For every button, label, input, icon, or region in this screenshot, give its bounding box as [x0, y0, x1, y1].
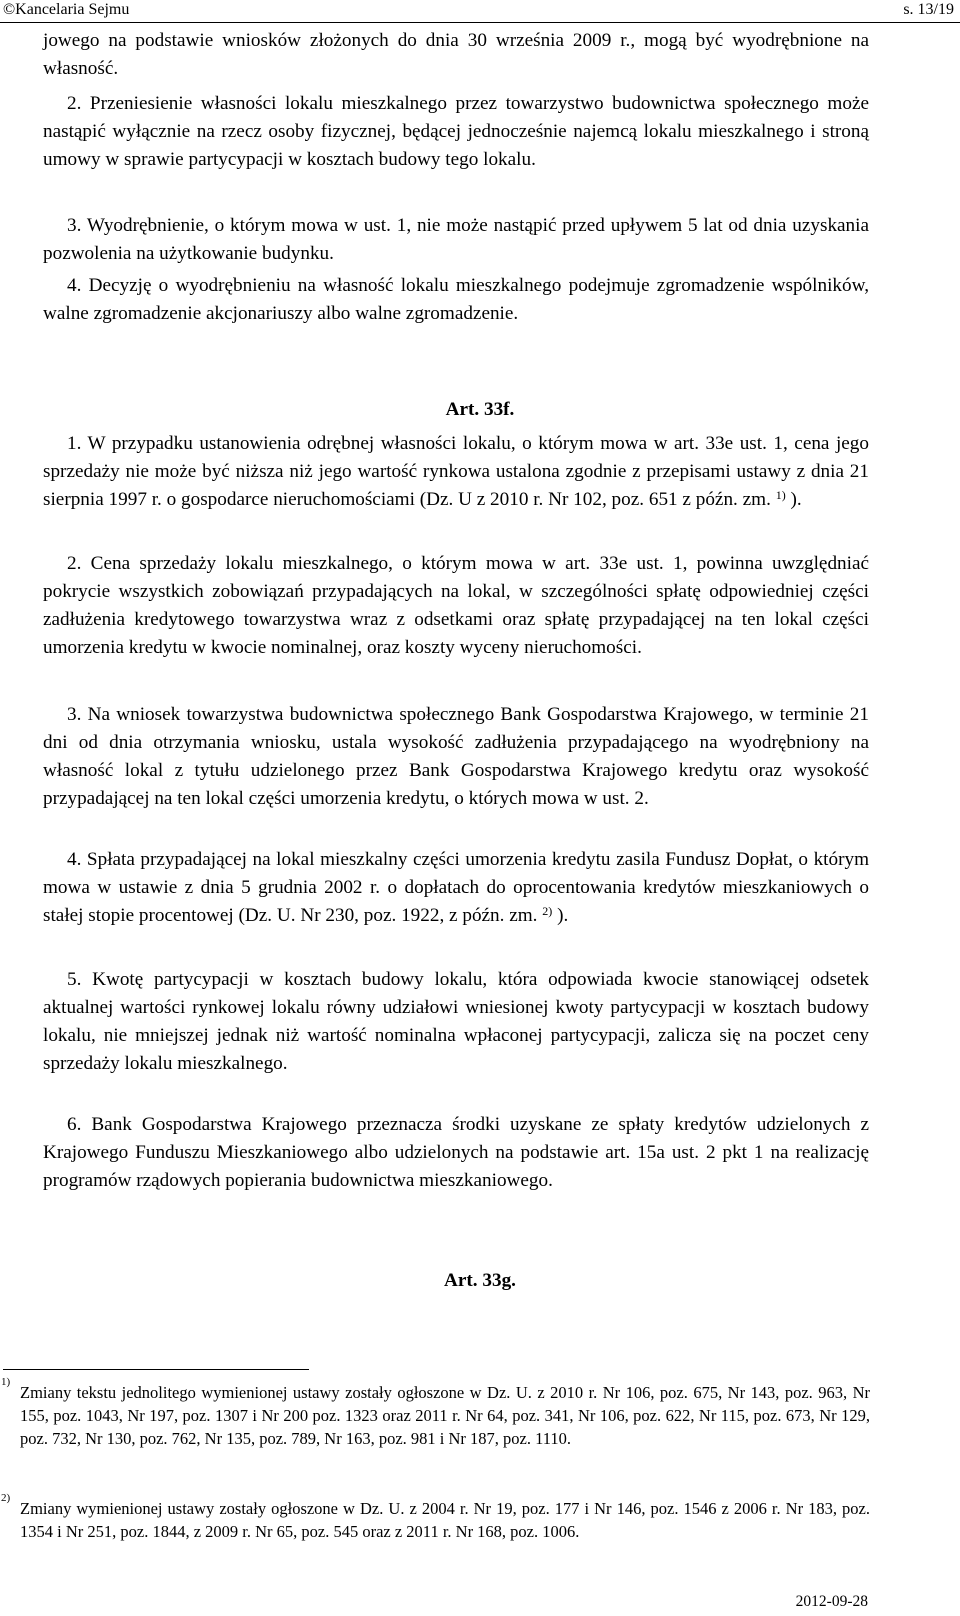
paragraph-text: 5. Kwotę partycypacji w kosztach budowy lokalu, która odpowiada kwocie stanowiącej odsetek aktualnej wartości rynkowej lokalu równy udziałowi wniesionej kwoty partycypacji w kosztach budowy lokalu, nie mniejszej jednak niż wartość nominalna wpłaconej partycypacji, zalicza się na poczet ceny sprzedaży lokalu mieszkalnego. — [43, 969, 869, 1074]
footnote-ref-2[interactable]: 2) — [542, 904, 553, 918]
footnote-text: Zmiany wymienionej ustawy zostały ogłoszone w Dz. U. z 2004 r. Nr 19, poz. 177 i Nr 146, poz. 1546 z 2006 r. Nr 183, poz. 1354 i Nr 251, poz. 1844, z 2009 r. Nr 65, poz. 545 oraz z 2011 r. Nr 168, poz. 1006. — [20, 1499, 870, 1541]
paragraph-continuation: jowego na podstawie wniosków złożonych do dnia 30 września 2009 r., mogą być wyodrębnione na własność. — [43, 30, 869, 79]
article-33f-heading: Art. 33f. — [445, 399, 515, 420]
header-rule — [0, 22, 960, 23]
paragraph-text: 6. Bank Gospodarstwa Krajowego przeznacza środki uzyskane ze spłaty kredytów udzielonych z Krajowego Funduszu Mieszkaniowego albo udzielonych na podstawie art. 15a ust. 2 pkt 1 na realizację programów rządowych popierania budownictwa mieszkaniowego. — [43, 1114, 869, 1191]
art33f-ust-1 — [43, 430, 869, 514]
paragraph-text-end: ). — [790, 489, 802, 510]
paragraph-text: 1. W przypadku ustanowienia odrębnej własności lokalu, o którym mowa w art. 33e ust. 1, cena jego sprzedaży nie może być niższa niż jego wartość rynkowa ustalona zgodnie z przepisami ustawy z dnia 21 sierpnia 1997 r. o gospodarce nieruchomościami (Dz. U z 2010 r. Nr 102, poz. 651 z późn. zm. — [43, 433, 869, 510]
paragraph-text: 4. Decyzję o wyodrębnieniu na własność lokalu mieszkalnego podejmuje zgromadzenie wspólników, walne zgromadzenie akcjonariuszy albo walne zgromadzenie. — [43, 275, 869, 324]
footnote-1 — [1, 1376, 870, 1450]
paragraph-text: 3. Wyodrębnienie, o którym mowa w ust. 1, nie może nastąpić przed upływem 5 lat od dnia uzyskania pozwolenia na użytkowanie budynku. — [43, 215, 869, 264]
paragraph-ust-4 — [43, 272, 869, 328]
article-33g-heading: Art. 33g. — [444, 1270, 516, 1291]
paragraph-ust-3 — [43, 212, 869, 268]
footnote-mark: 1) — [1, 1376, 11, 1388]
paragraph-text: 2. Cena sprzedaży lokalu mieszkalnego, o którym mowa w art. 33e ust. 1, powinna uwzględniać pokrycie wszystkich zobowiązań przypadających na lokal, w szczególności spłatę odpowiedniej części zadłużenia kredytowego towarzystwa wraz z odsetkami oraz spłatę przypadającej na ten lokal części umorzenia kredytu w kwocie nominalnej, oraz koszty wyceny nieruchomości. — [43, 553, 869, 658]
art33f-ust-2 — [43, 550, 869, 662]
footnote-mark: 2) — [1, 1492, 11, 1504]
footnote-ref-1[interactable]: 1) — [775, 488, 786, 502]
footnote-2 — [1, 1492, 870, 1543]
art33f-ust-4 — [43, 846, 869, 930]
paragraph-text: 2. Przeniesienie własności lokalu mieszkalnego przez towarzystwo budownictwa społecznego może nastąpić wyłącznie na rzecz osoby fizycznej, będącej jednocześnie najemcą lokalu mieszkalnego i stroną umowy w sprawie partycypacji w kosztach budowy tego lokalu. — [43, 93, 869, 170]
footnote-rule — [3, 1369, 309, 1370]
art33f-ust-3 — [43, 701, 869, 813]
footnote-text: Zmiany tekstu jednolitego wymienionej ustawy zostały ogłoszone w Dz. U. z 2010 r. Nr 106, poz. 675, Nr 143, poz. 963, Nr 155, poz. 1043, Nr 197, poz. 1307 i Nr 200 poz. 1323 oraz 2011 r. Nr 64, poz. 341, Nr 106, poz. 622, Nr 115, poz. 673, Nr 129, poz. 732, Nr 130, poz. 762, Nr 135, poz. 789, Nr 163, poz. 981 i Nr 187, poz. 1110. — [20, 1383, 870, 1448]
page-header-source: ©Kancelaria Sejmu — [3, 1, 130, 18]
art33f-ust-5 — [43, 966, 869, 1078]
art33f-ust-6 — [43, 1111, 869, 1195]
paragraph-text: 3. Na wniosek towarzystwa budownictwa społecznego Bank Gospodarstwa Krajowego, w terminie 21 dni od dnia otrzymania wniosku, ustala wysokość zadłużenia przypadającego na wyodrębniony na własność lokal z tytułu udzielonego przez Bank Gospodarstwa Krajowego kredytu oraz wysokość przypadającej na ten lokal części umorzenia kredytu, o których mowa w ust. 2. — [43, 704, 869, 809]
footer-date: 2012-09-28 — [795, 1593, 868, 1610]
paragraph-text-end: ). — [557, 905, 569, 926]
paragraph-ust-2 — [43, 90, 869, 174]
paragraph-text: 4. Spłata przypadającej na lokal mieszkalny części umorzenia kredytu zasila Fundusz Dopłat, o którym mowa w ustawie z dnia 5 grudnia 2002 r. o dopłatach do oprocentowania kredytów mieszkaniowych o stałej stopie procentowej (Dz. U. Nr 230, poz. 1922, z późn. zm. — [43, 849, 869, 926]
page-number: s. 13/19 — [903, 1, 954, 18]
